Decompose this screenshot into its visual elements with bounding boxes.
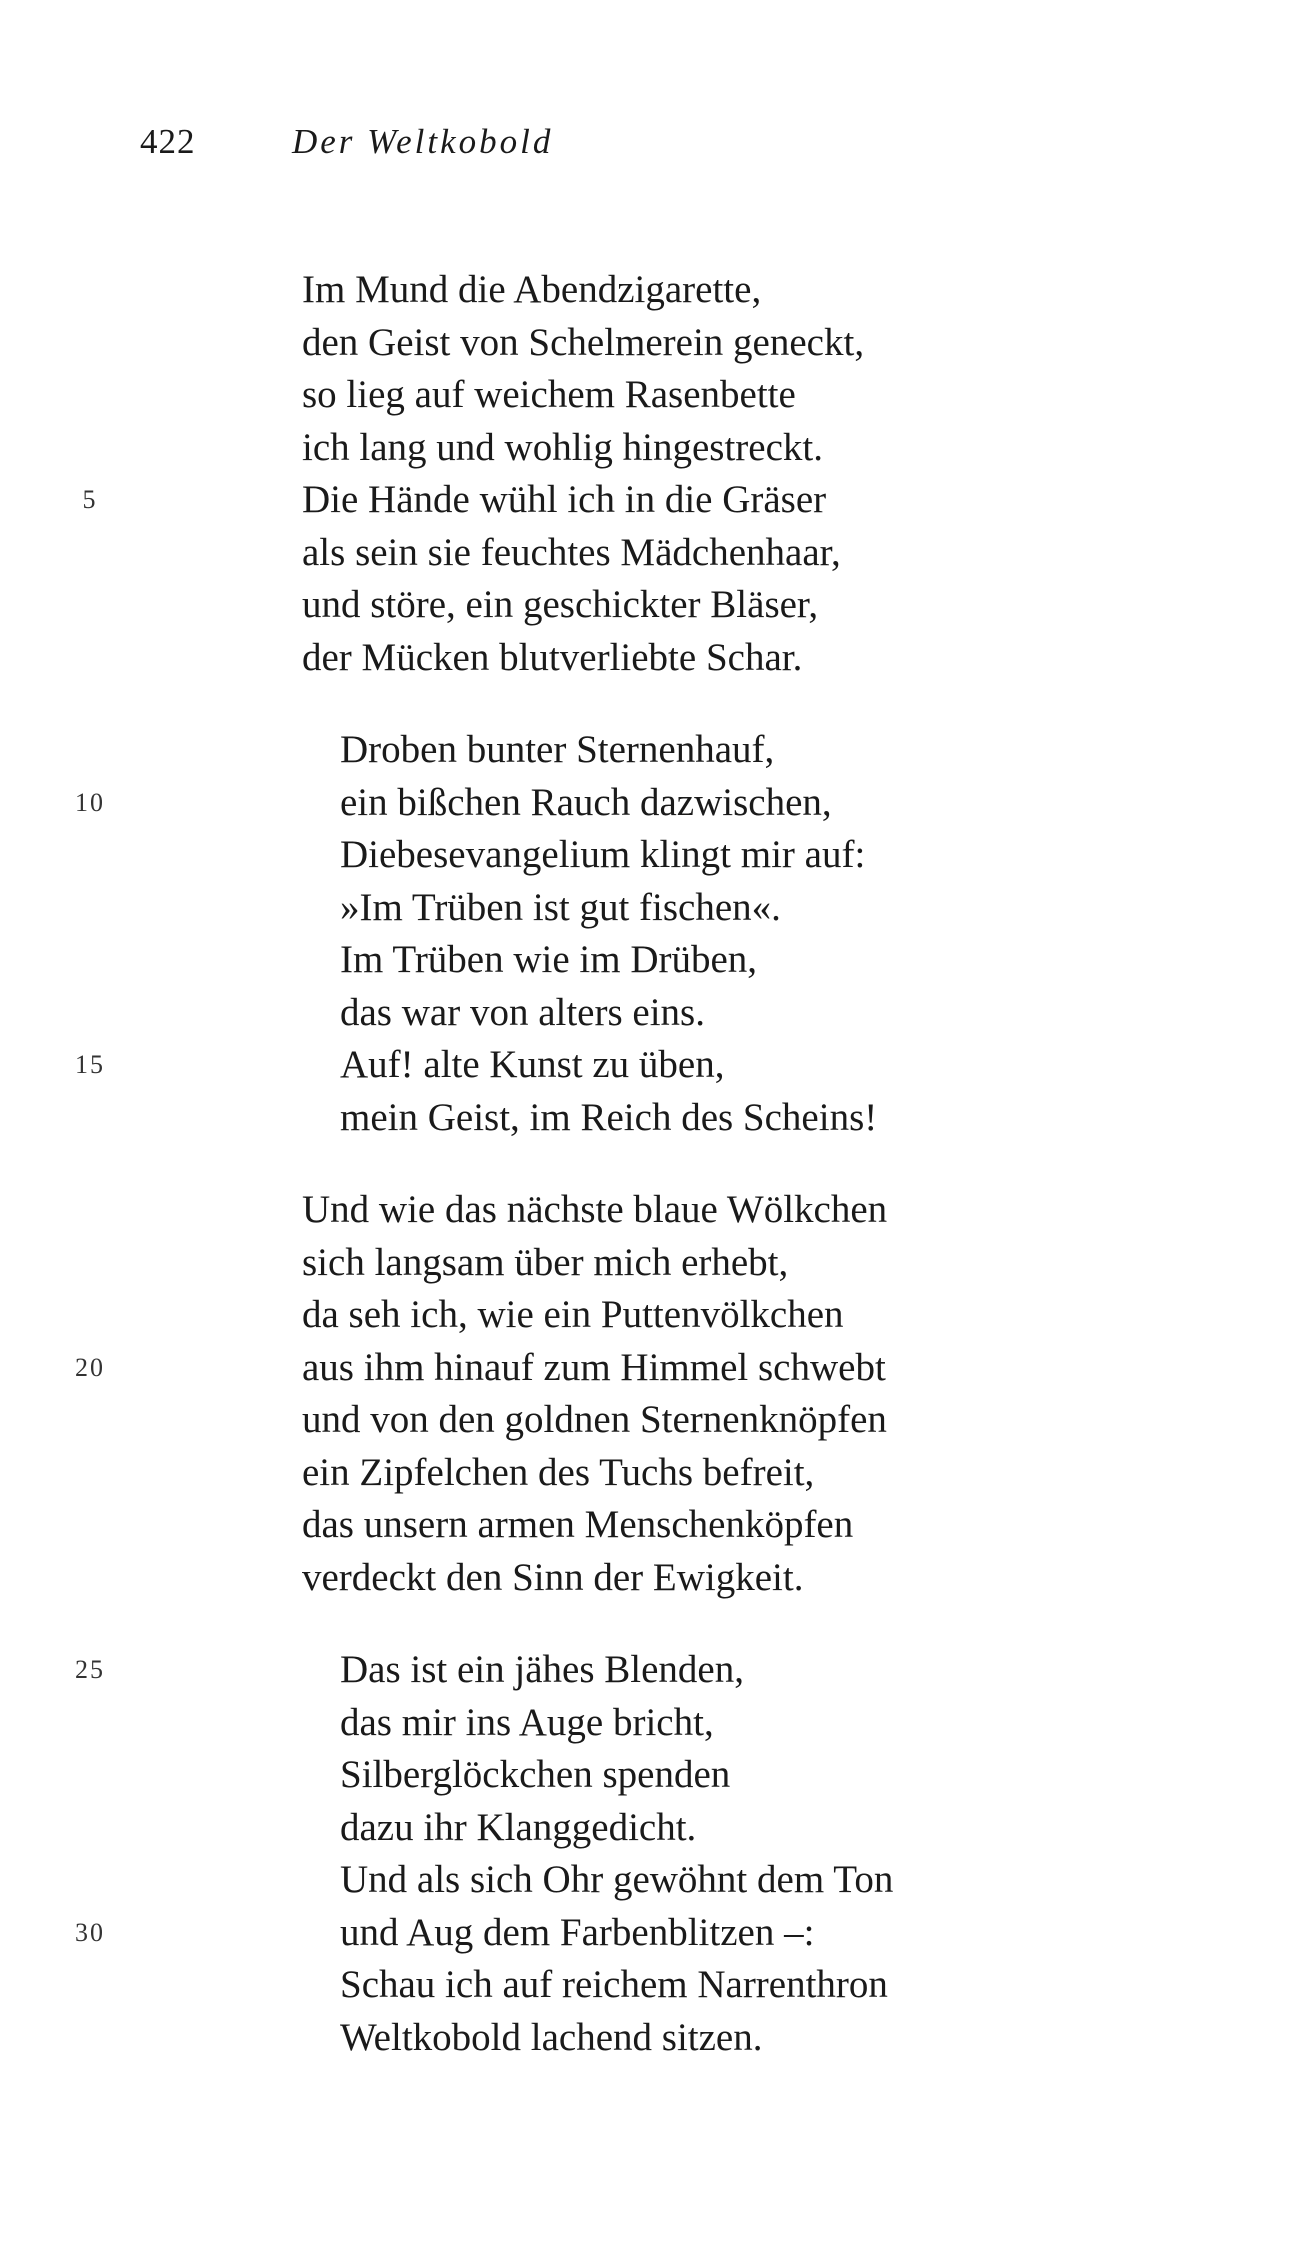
line-text: Im Mund die Abendzigarette, (302, 268, 762, 311)
line-text: den Geist von Schelmerein geneckt, (302, 320, 865, 364)
poem-line (0, 1394, 1294, 1447)
line-number: 10 (75, 787, 105, 817)
line-number: 20 (75, 1352, 105, 1382)
line-text: Das ist ein jähes Blenden, (340, 1648, 744, 1691)
line-text: Und als sich Ohr gewöhnt dem Ton (340, 1858, 894, 1901)
poem-line (0, 527, 1294, 580)
line-text: verdeckt den Sinn der Ewigkeit. (302, 1555, 804, 1599)
poem-line (0, 474, 1294, 527)
line-text: Und wie das nächste blaue Wölkchen (302, 1188, 888, 1231)
poem-line (0, 1907, 1294, 1960)
poem-line (0, 632, 1294, 685)
poem-line (0, 882, 1294, 935)
poem-line (0, 1749, 1294, 1802)
page-header (140, 122, 553, 172)
line-text: und störe, ein geschickter Bläser, (302, 583, 819, 626)
line-text: und von den goldnen Sternenknöpfen (302, 1398, 887, 1441)
poem-body (0, 264, 1294, 2104)
line-text: Schau ich auf reichem Narrenthron (340, 1963, 888, 2006)
poem-line (0, 317, 1294, 370)
line-text: Die Hände wühl ich in die Gräser (302, 478, 827, 521)
poem-line (0, 1499, 1294, 1552)
line-text: und Aug dem Farbenblitzen –: (340, 1910, 815, 1954)
poem-line (0, 1447, 1294, 1500)
poem-line (0, 1237, 1294, 1290)
line-number: 5 (82, 485, 98, 514)
line-text: mein Geist, im Reich des Scheins! (340, 1095, 878, 1139)
line-text: das mir ins Auge bricht, (340, 1700, 714, 1744)
poem-line (0, 934, 1294, 987)
line-text: Diebesevangelium klingt mir auf: (340, 833, 866, 876)
poem-line (0, 1289, 1294, 1342)
line-text: das unsern armen Menschenköpfen (302, 1503, 854, 1546)
poem-line (0, 724, 1294, 777)
poem-line (0, 1184, 1294, 1237)
poem-line (0, 1039, 1294, 1092)
line-text: ein Zipfelchen des Tuchs befreit, (302, 1450, 815, 1494)
line-text: Silberglöckchen spenden (340, 1753, 731, 1796)
line-text: dazu ihr Klanggedicht. (340, 1805, 697, 1849)
line-number: 15 (75, 1050, 105, 1079)
stanza (0, 1184, 1294, 1604)
stanza (0, 264, 1294, 684)
poem-line (0, 1854, 1294, 1907)
line-text: da seh ich, wie ein Puttenvölkchen (302, 1293, 844, 1336)
line-number: 30 (75, 1917, 105, 1947)
poem-line (0, 369, 1294, 422)
line-text: ein bißchen Rauch dazwischen, (340, 780, 832, 824)
line-text: Auf! alte Kunst zu üben, (340, 1043, 725, 1086)
poem-line (0, 987, 1294, 1040)
poem-line (0, 777, 1294, 830)
line-text: so lieg auf weichem Rasenbette (302, 373, 796, 416)
line-text: aus ihm hinauf zum Himmel schwebt (302, 1345, 886, 1389)
stanza (0, 724, 1294, 1144)
poem-line (0, 1342, 1294, 1395)
line-text: als sein sie feuchtes Mädchenhaar, (302, 530, 841, 574)
page-number: 422 (140, 122, 196, 161)
line-text: »Im Trüben ist gut fischen«. (340, 885, 781, 929)
running-title: Der Weltkobold (292, 122, 554, 161)
poem-line (0, 829, 1294, 882)
line-text: Weltkobold lachend sitzen. (340, 2015, 763, 2059)
line-text: der Mücken blutverliebte Schar. (302, 635, 803, 679)
poem-line (0, 1644, 1294, 1697)
poem-line (0, 1092, 1294, 1145)
line-text: ich lang und wohlig hingestreckt. (302, 425, 823, 469)
poem-line (0, 264, 1294, 317)
poem-line (0, 2012, 1294, 2065)
poem-line (0, 579, 1294, 632)
stanza (0, 1644, 1294, 2064)
line-text: sich langsam über mich erhebt, (302, 1240, 789, 1284)
line-text: das war von alters eins. (340, 990, 705, 1034)
poem-line (0, 1959, 1294, 2012)
poem-line (0, 422, 1294, 475)
line-text: Im Trüben wie im Drüben, (340, 938, 758, 981)
poem-line (0, 1802, 1294, 1855)
line-number: 25 (75, 1655, 105, 1684)
poem-line (0, 1697, 1294, 1750)
line-text: Droben bunter Sternenhauf, (340, 728, 775, 771)
poem-line (0, 1552, 1294, 1605)
